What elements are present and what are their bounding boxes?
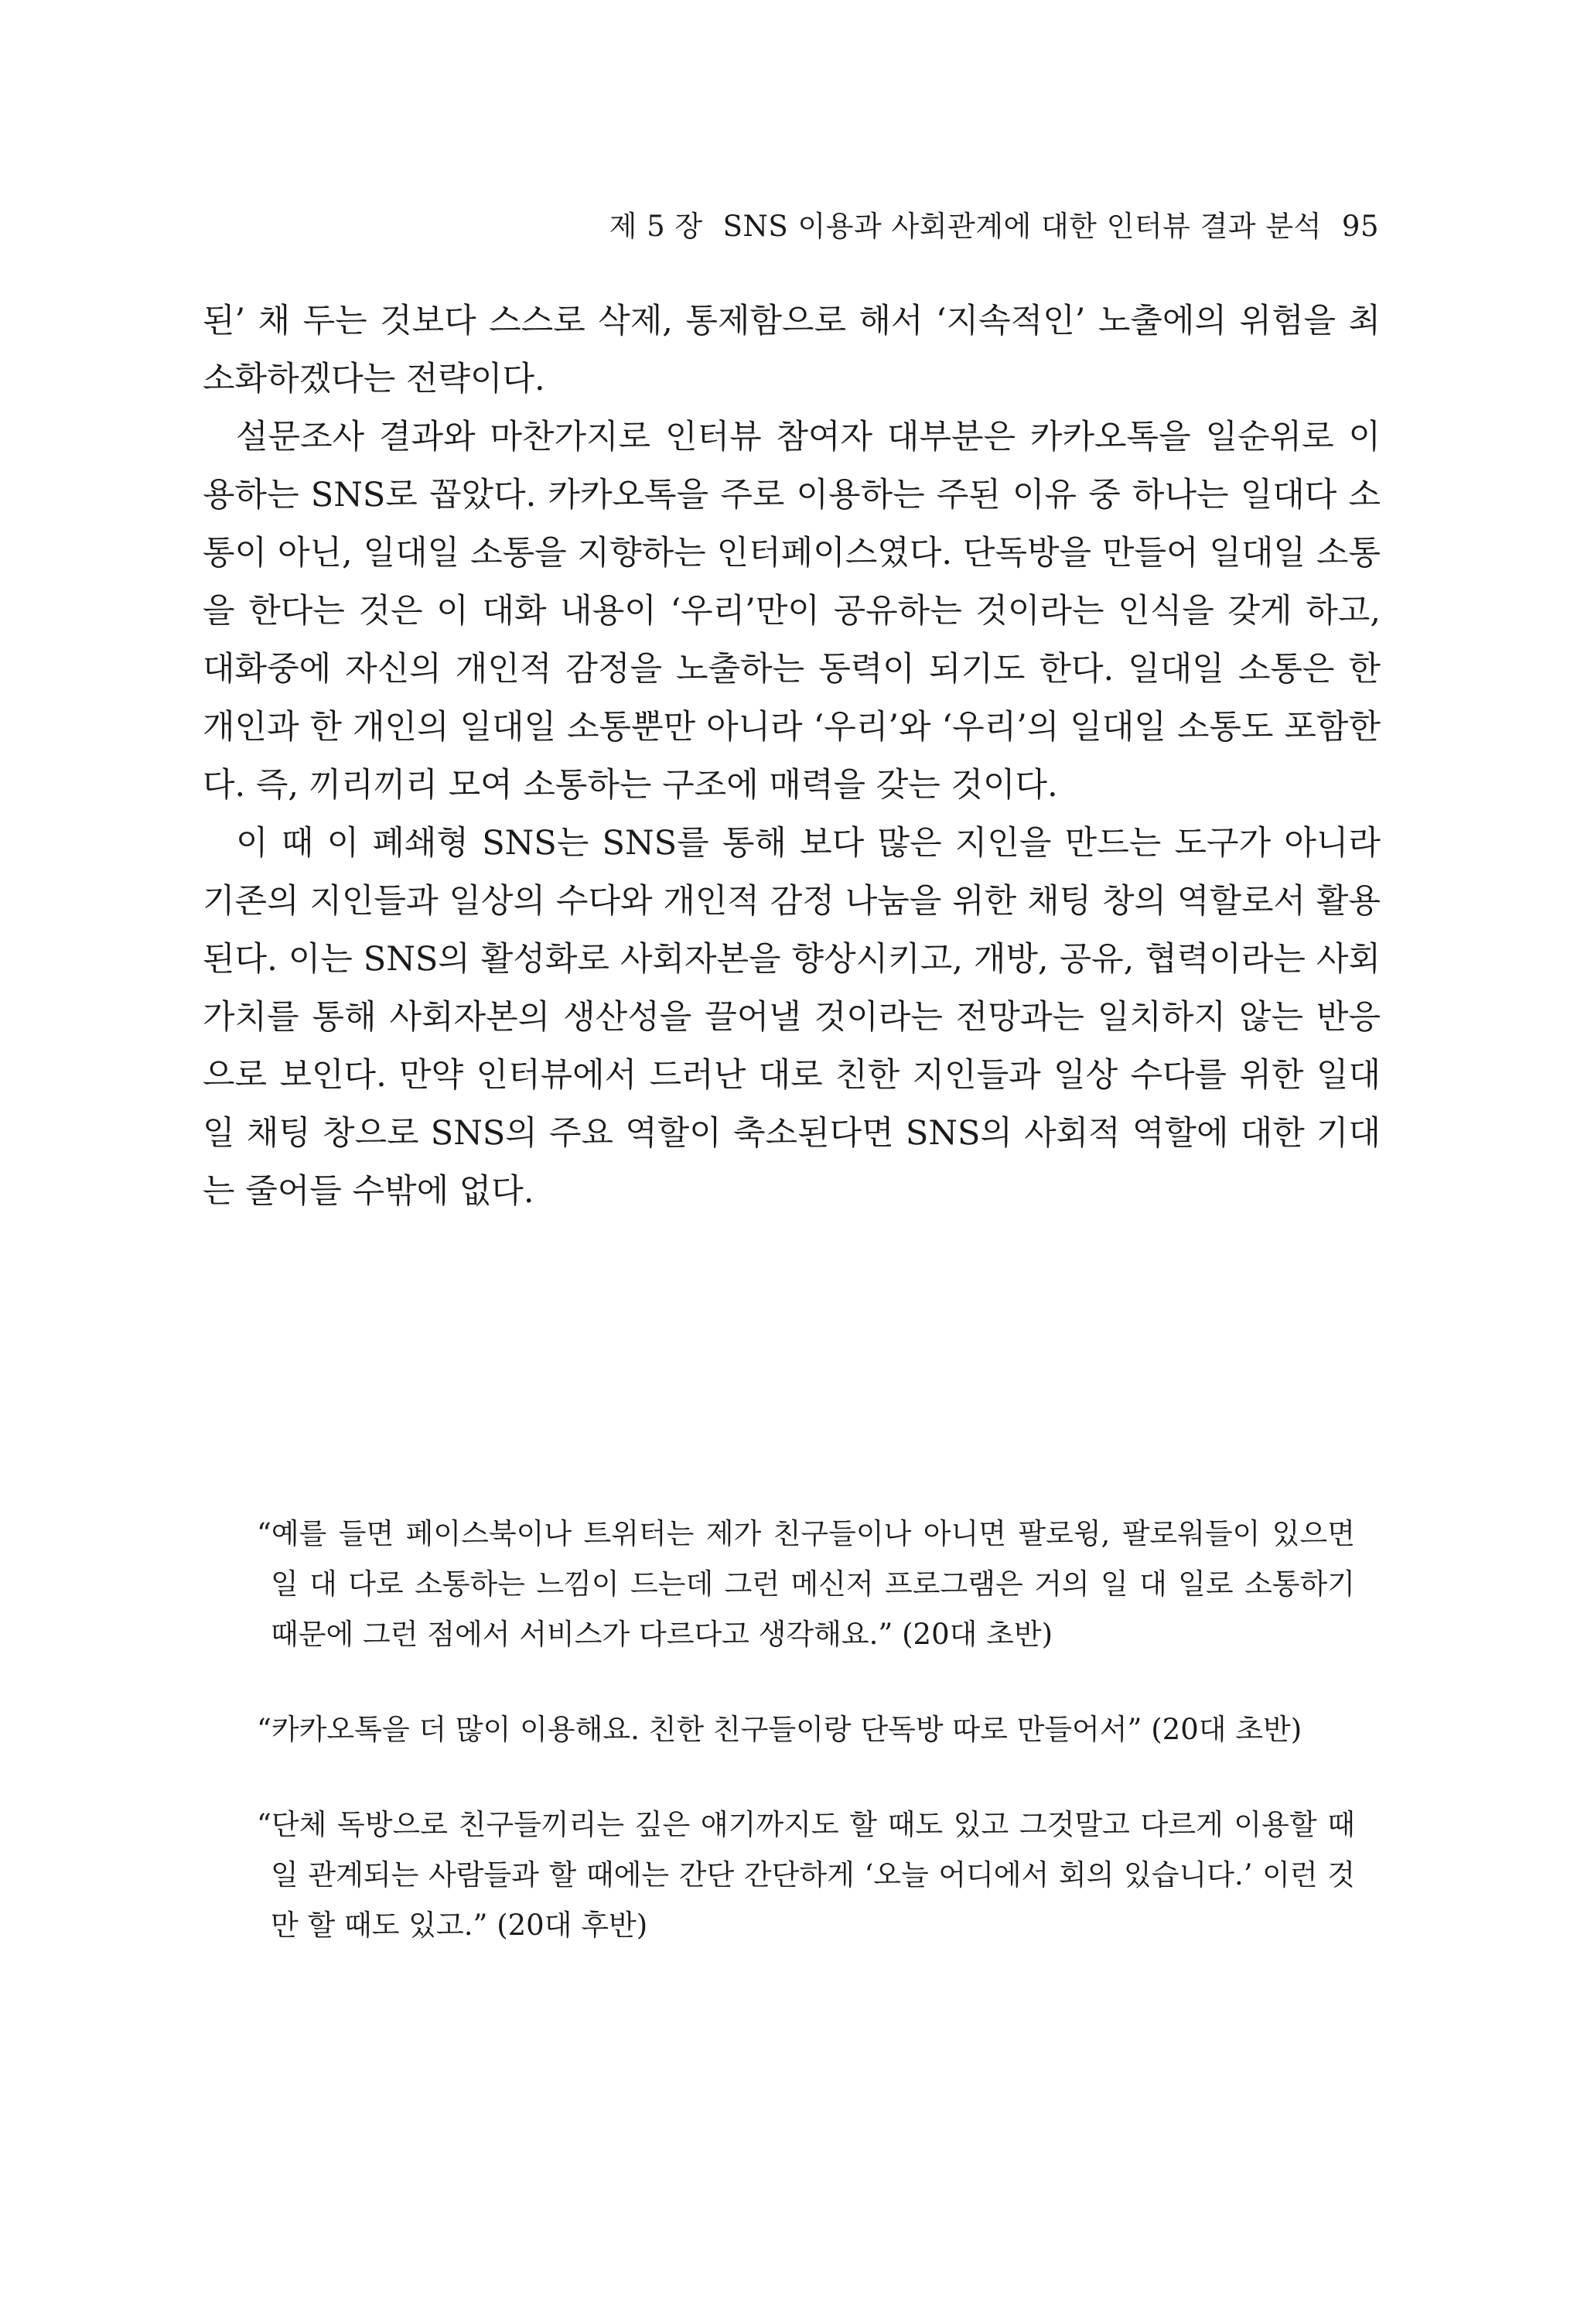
paragraph-1: 된’ 채 두는 것보다 스스로 삭제, 통제함으로 해서 ‘지속적인’ 노출에의 위험을 최소화하겠다는 전략이다. [203, 302, 1381, 398]
body-text [203, 292, 1381, 1221]
chapter-title: SNS 이용과 사회관계에 대한 인터뷰 결과 분석 [722, 210, 1322, 243]
paragraph-2: 설문조사 결과와 마찬가지로 인터뷰 참여자 대부분은 카카오톡을 일순위로 이용하는 SNS로 꼽았다. 카카오톡을 주로 이용하는 주된 이유 중 하나는 일대다 소통이 아닌, 일대일 소통을 지향하는 인터페이스였다. 단독방을 만들어 일대일 소통을 한다는 것은 이 대화 내용이 ‘우리’만이 공유하는 것이라는 인식을 갖게 하고, 대화중에 자신의 개인적 감정을 노출하는 동력이 되기도 한다. 일대일 소통은 한 개인과 한 개인의 일대일 소통뿐만 아니라 ‘우리’와 ‘우리’의 일대일 소통도 포함한다. 즉, 끼리끼리 모여 소통하는 구조에 매력을 갖는 것이다. [203, 418, 1381, 805]
quote-3 [257, 1799, 1355, 1950]
quote-1 [257, 1509, 1355, 1659]
chapter-label: 제 5 장 [609, 210, 703, 243]
quote-source: (20대 초반) [1151, 1713, 1302, 1746]
running-header [609, 207, 1379, 246]
quote-source: (20대 초반) [902, 1618, 1053, 1651]
quote-text: “카카오톡을 더 많이 이용해요. 친한 친구들이랑 단독방 따로 만들어서” [257, 1713, 1142, 1746]
quote-2 [257, 1704, 1355, 1755]
paragraph-3: 이 때 이 폐쇄형 SNS는 SNS를 통해 보다 많은 지인을 만드는 도구가 아니라 기존의 지인들과 일상의 수다와 개인적 감정 나눔을 위한 채팅 창의 역할로서 활용된다. 이는 SNS의 활성화로 사회자본을 향상시키고, 개방, 공유, 협력이라는 사회가치를 통해 사회자본의 생산성을 끌어낼 것이라는 전망과는 일치하지 않는 반응으로 보인다. 만약 인터뷰에서 드러난 대로 친한 지인들과 일상 수다를 위한 일대일 채팅 창으로 SNS의 주요 역할이 축소된다면 SNS의 사회적 역할에 대한 기대는 줄어들 수밖에 없다. [203, 824, 1381, 1211]
quote-source: (20대 후반) [497, 1909, 648, 1942]
interview-quotes [257, 1509, 1355, 1995]
quote-text: “예를 들면 페이스북이나 트위터는 제가 친구들이나 아니면 팔로윙, 팔로워들이 있으면 일 대 다로 소통하는 느낌이 드는데 그런 메신저 프로그램은 거의 일 대 일로 소통하기 때문에 그런 점에서 서비스가 다르다고 생각해요.” [257, 1517, 1355, 1651]
page-number: 95 [1341, 210, 1379, 243]
quote-text: “단체 독방으로 친구들끼리는 깊은 얘기까지도 할 때도 있고 그것말고 다르게 이용할 때 일 관계되는 사람들과 할 때에는 간단 간단하게 ‘오늘 어디에서 회의 있습니다.’ 이런 것만 할 때도 있고.” [257, 1808, 1355, 1942]
